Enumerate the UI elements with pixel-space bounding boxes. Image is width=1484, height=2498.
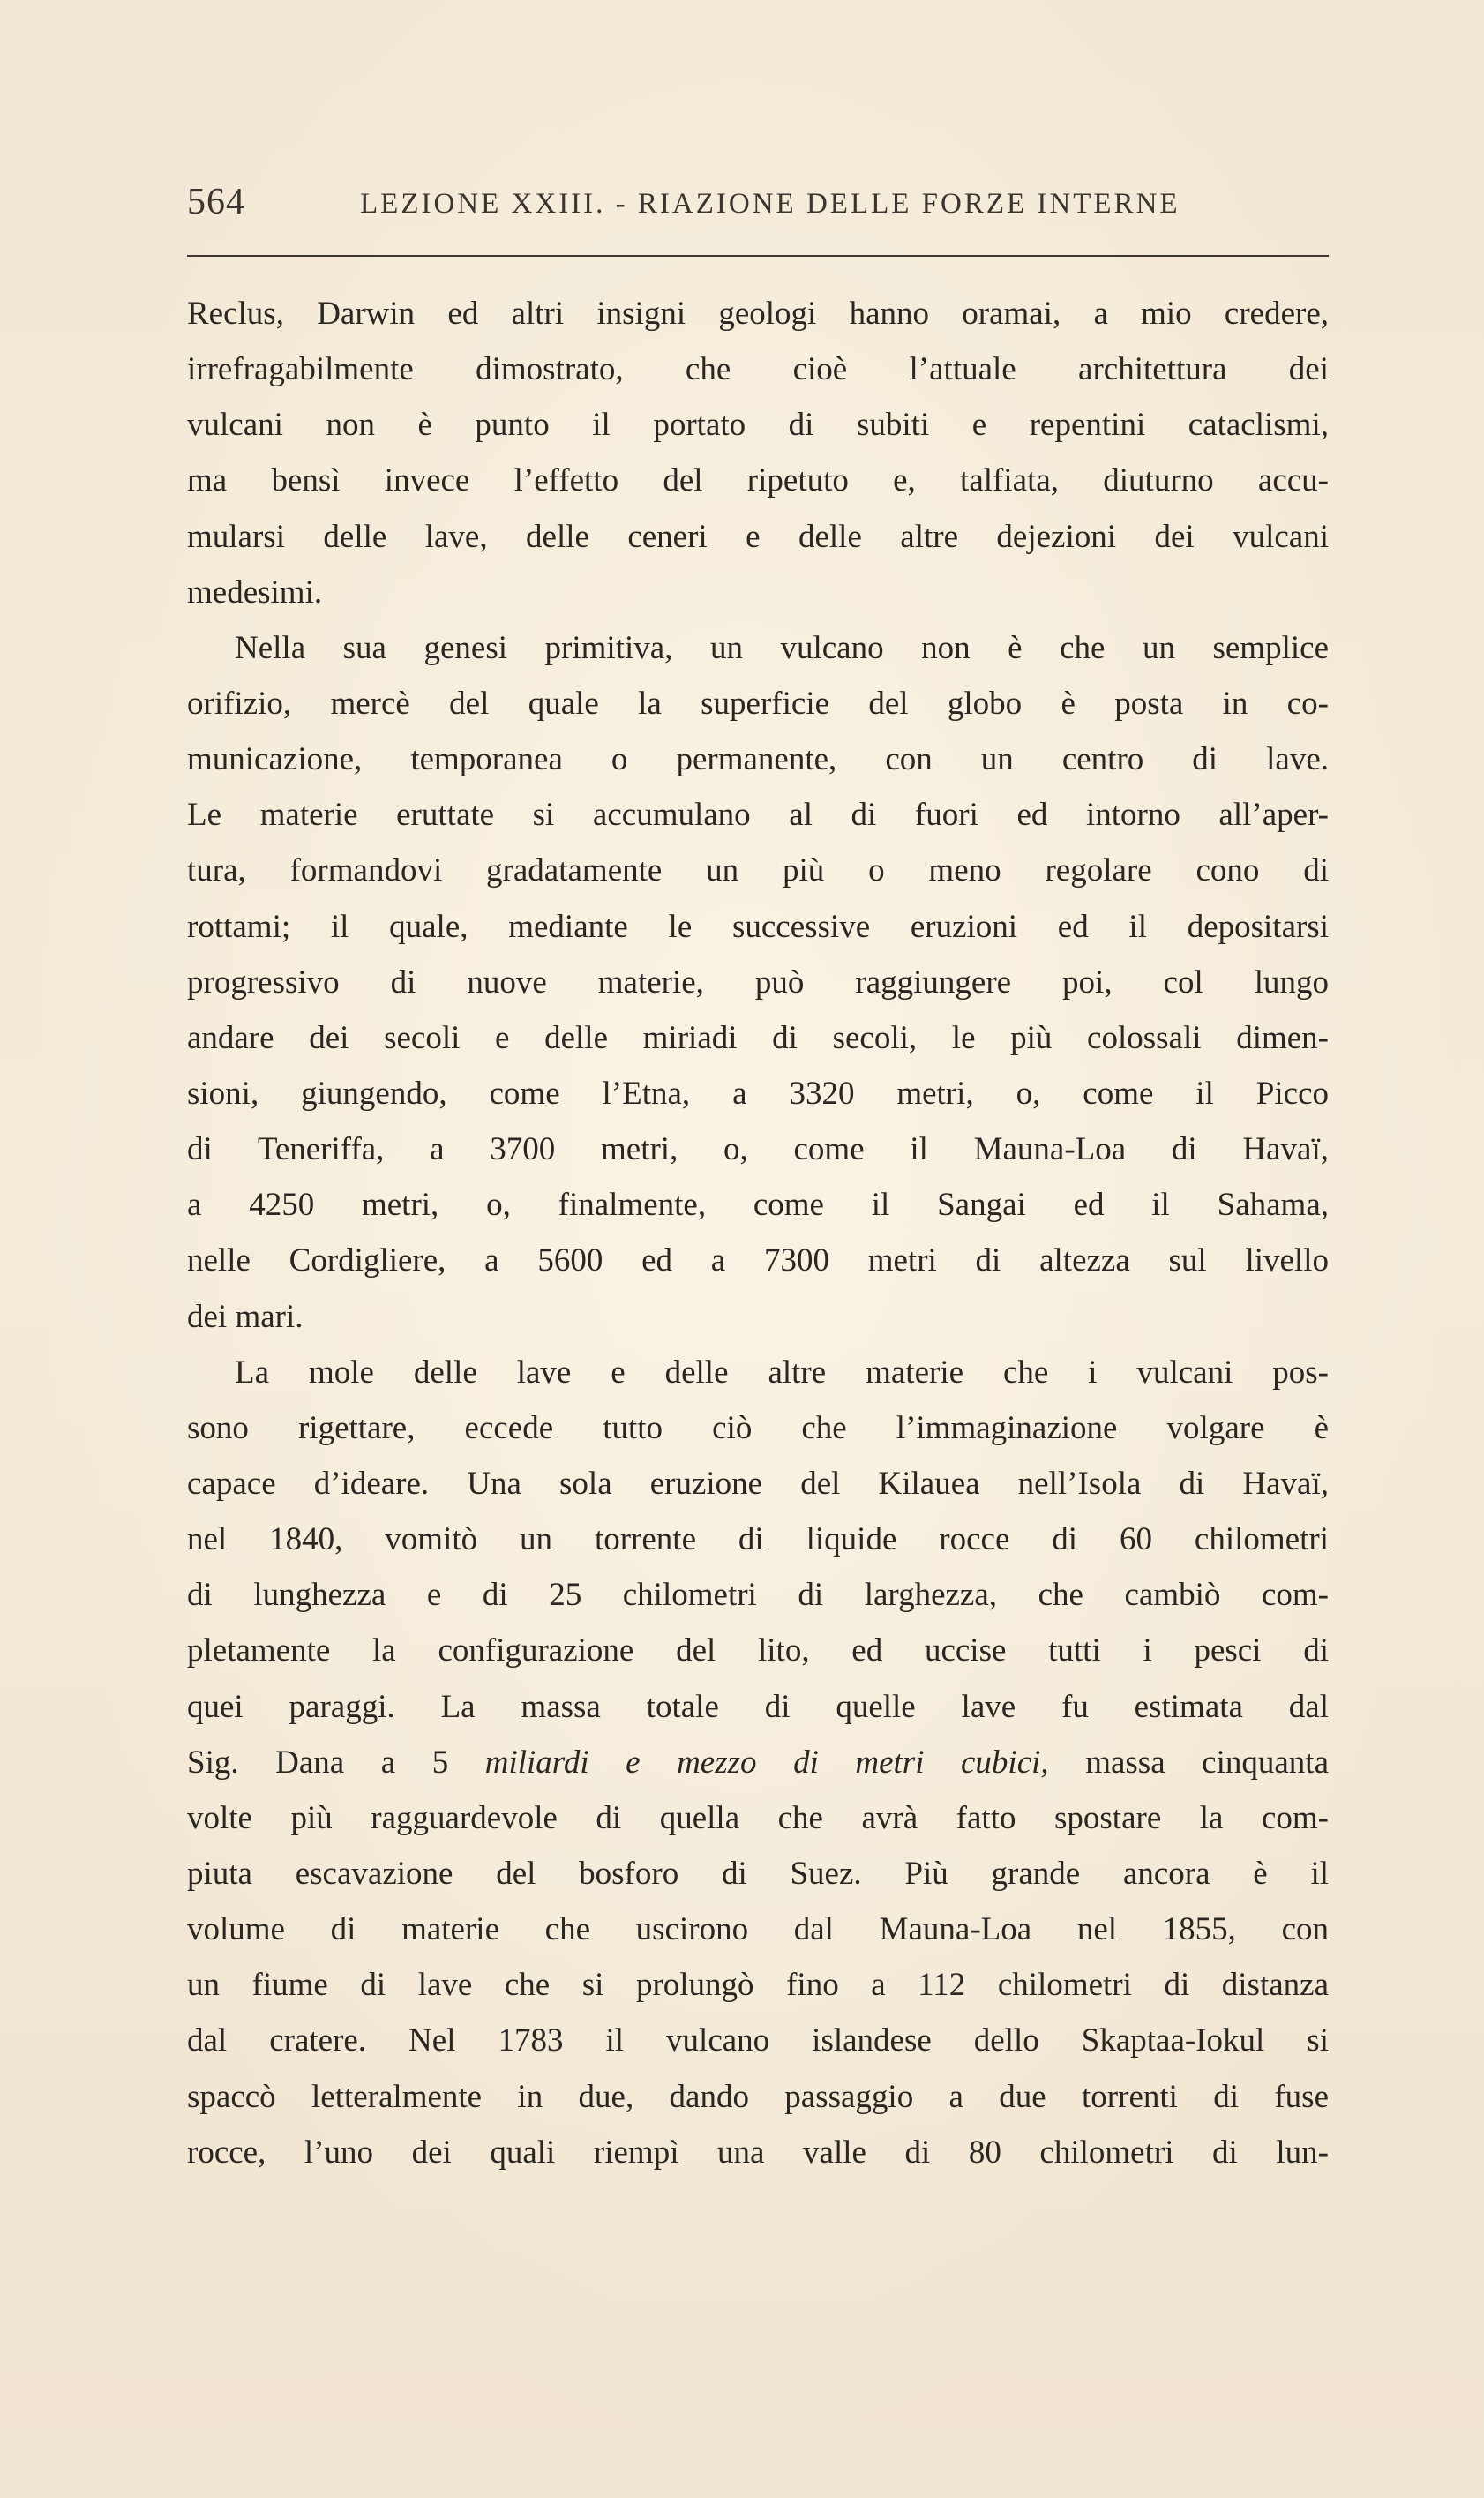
text-line: municazione, temporanea o permanente, con un centro di lave. bbox=[187, 741, 1329, 778]
text-line: Nella sua genesi primitiva, un vulcano non è che un semplice bbox=[235, 629, 1329, 666]
text-line: La mole delle lave e delle altre materie che i vulcani pos- bbox=[235, 1354, 1329, 1391]
text-line: volume di materie che uscirono dal Mauna-Loa nel 1855, con bbox=[187, 1911, 1329, 1948]
text-line: nel 1840, vomitò un torrente di liquide rocce di 60 chilometri bbox=[187, 1521, 1329, 1558]
text-line: piuta escavazione del bosforo di Suez. Più grande ancora è il bbox=[187, 1855, 1329, 1892]
text-segment: massa cinquanta bbox=[1048, 1744, 1329, 1781]
text-line: di lunghezza e di 25 chilometri di larghezza, che cambiò com- bbox=[187, 1577, 1329, 1614]
text-segment: Sig. Dana a 5 bbox=[187, 1744, 485, 1781]
text-line: tura, formandovi gradatamente un più o meno regolare cono di bbox=[187, 852, 1329, 889]
text-line: nelle Cordigliere, a 5600 ed a 7300 metri di altezza sul livello bbox=[187, 1242, 1329, 1279]
text-line: spaccò letteralmente in due, dando passaggio a due torrenti di fuse bbox=[187, 2078, 1329, 2115]
text-line: andare dei secoli e delle miriadi di secoli, le più colossali dimen- bbox=[187, 1019, 1329, 1056]
text-line: un fiume di lave che si prolungò fino a 112 chilometri di distanza bbox=[187, 1967, 1329, 2004]
text-line: progressivo di nuove materie, può raggiungere poi, col lungo bbox=[187, 964, 1329, 1001]
text-line: pletamente la configurazione del lito, ed uccise tutti i pesci di bbox=[187, 1632, 1329, 1669]
page-number: 564 bbox=[187, 182, 245, 222]
text-line: quei paraggi. La massa totale di quelle lave fu estimata dal bbox=[187, 1688, 1329, 1725]
text-line: di Teneriffa, a 3700 metri, o, come il Mauna-Loa di Havaï, bbox=[187, 1131, 1329, 1168]
text-line: volte più ragguardevole di quella che avrà fatto spostare la com- bbox=[187, 1799, 1329, 1836]
text-line: sono rigettare, eccede tutto ciò che l’immaginazione volgare è bbox=[187, 1409, 1329, 1446]
text-line bbox=[187, 1735, 1329, 1790]
text-line: Reclus, Darwin ed altri insigni geologi hanno oramai, a mio credere, bbox=[187, 296, 1329, 332]
text-line: dal cratere. Nel 1783 il vulcano islandese dello Skaptaa-Iokul si bbox=[187, 2022, 1329, 2059]
text-line: Le materie eruttate si accumulano al di fuori ed intorno all’aper- bbox=[187, 797, 1329, 834]
text-line: rottami; il quale, mediante le successive eruzioni ed il depositarsi bbox=[187, 908, 1329, 945]
running-title: LEZIONE XXIII. - RIAZIONE DELLE FORZE INTERNE bbox=[360, 188, 1180, 220]
text-line: a 4250 metri, o, finalmente, come il Sangai ed il Sahama, bbox=[187, 1187, 1329, 1224]
text-line: mularsi delle lave, delle ceneri e delle altre dejezioni dei vulcani bbox=[187, 518, 1329, 555]
text-line: rocce, l’uno dei quali riempì una valle di 80 chilometri di lun- bbox=[187, 2134, 1329, 2171]
page-header bbox=[187, 181, 1334, 234]
text-line: medesimi. bbox=[187, 574, 323, 611]
italic-phrase: miliardi e mezzo di metri cubici, bbox=[484, 1744, 1049, 1781]
body-text bbox=[187, 286, 1329, 2180]
text-line: capace d’ideare. Una sola eruzione del Kilauea nell’Isola di Havaï, bbox=[187, 1465, 1329, 1502]
text-line: orifizio, mercè del quale la superficie del globo è posta in co- bbox=[187, 685, 1329, 722]
text-line: irrefragabilmente dimostrato, che cioè l’attuale architettura dei bbox=[187, 351, 1329, 388]
text-line: ma bensì invece l’effetto del ripetuto e, talfiata, diuturno accu- bbox=[187, 462, 1329, 499]
header-rule bbox=[187, 255, 1329, 257]
text-line: sioni, giungendo, come l’Etna, a 3320 metri, o, come il Picco bbox=[187, 1075, 1329, 1112]
text-line: dei mari. bbox=[187, 1298, 304, 1335]
text-line: vulcani non è punto il portato di subiti e repentini cataclismi, bbox=[187, 407, 1329, 444]
